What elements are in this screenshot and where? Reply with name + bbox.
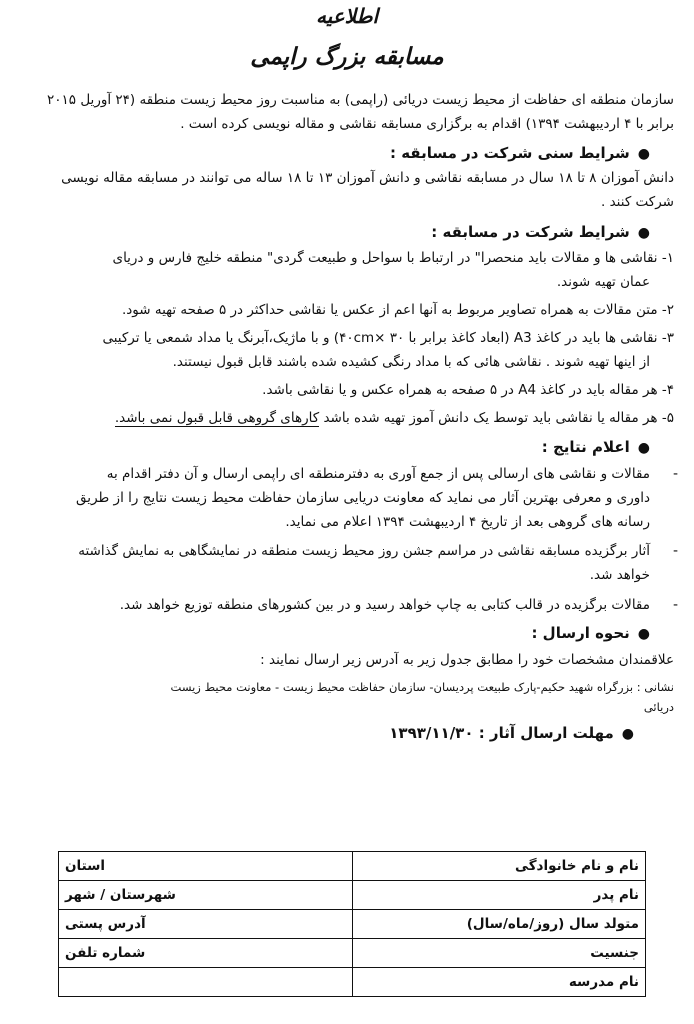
bullet-icon: ● [637, 225, 650, 241]
intro-line-1: سازمان منطقه ای حفاظت از محیط زیست دریائی (راپمی) به مناسبت روز محیط زیست منطقه (۲۴ آوریل ۲۰۱۵ [47, 92, 674, 108]
item-number: ۴- [661, 382, 674, 398]
heading-text: نحوه ارسال : [531, 624, 630, 642]
results-heading [542, 438, 650, 456]
intro-line-2: برابر با ۴ اردیبهشت ۱۳۹۴) اقدام به برگزاری مسابقه نقاشی و مقاله نویسی کرده است . [180, 116, 674, 132]
bullet-icon: ● [637, 440, 650, 456]
condition-2 [122, 302, 674, 318]
age-line-2: شرکت کنند . [601, 194, 674, 210]
item-number: ۵- [661, 410, 674, 426]
item-number: ۲- [661, 302, 674, 318]
table-row [59, 968, 646, 997]
age-conditions-heading [390, 144, 650, 162]
registration-form-table [58, 851, 646, 997]
dash-marker: - [672, 597, 678, 613]
item-text: هر مقاله یا نقاشی باید توسط یک دانش آموز تهیه شده باشد [323, 410, 658, 426]
table-row [59, 939, 646, 968]
result-3-line-1: مقالات برگزیده در قالب کتابی به چاپ خواهد رسید و در بین کشورهای منطقه توزیع خواهد شد. [119, 597, 650, 613]
participation-heading [431, 223, 650, 241]
form-label-school-name: نام مدرسه [352, 968, 646, 997]
condition-5 [115, 410, 674, 426]
table-row [59, 910, 646, 939]
item-text: نقاشی ها و مقالات باید منحصرا" در ارتباط با سواحل و طبیعت گردی" منطقه خلیج فارس و دریای [112, 250, 658, 266]
item-text: هر مقاله باید در کاغذ A4 در ۵ صفحه به همراه عکس و یا نقاشی باشد. [262, 382, 658, 398]
address-line-1: نشانی : بزرگراه شهید حکیم-پارک طبیعت پردیسان- سازمان حفاظت محیط زیست - معاونت محیط زیست [170, 680, 674, 694]
heading-text: شرایط شرکت در مسابقه : [431, 223, 630, 241]
address-line-2: دریائی [643, 700, 674, 714]
result-1-line-2: داوری و معرفی بهترین آثار می نماید که معاونت دریایی سازمان حفاظت محیط زیست نتایج را از طریق [76, 490, 650, 506]
heading-text: شرایط سنی شرکت در مسابقه : [389, 144, 630, 162]
form-label-city: شهرستان / شهر [59, 881, 353, 910]
item-text: نقاشی ها باید در کاغذ A3 (ابعاد کاغذ برابر با ۴۰cm× ۳۰) و با ماژیک،آبرنگ یا مداد شمعی یا ترکیبی [102, 330, 658, 346]
form-label-province: استان [59, 852, 353, 881]
item-number: ۳- [661, 330, 674, 346]
item-text: متن مقالات به همراه تصاویر مربوط به آنها اعم از عکس یا نقاشی حداکثر در ۵ صفحه تهیه شود. [121, 302, 658, 318]
form-label-father-name: نام پدر [352, 881, 646, 910]
form-label-phone: شماره تلفن [59, 939, 353, 968]
heading-text: اعلام نتایج : [541, 438, 630, 456]
result-1-line-1: مقالات و نقاشی های ارسالی پس از جمع آوری به دفترمنطقه ای راپمی ارسال و آن دفتر اقدام به [106, 466, 650, 482]
form-label-gender: جنسیت [352, 939, 646, 968]
table-row [59, 881, 646, 910]
dash-marker: - [672, 543, 678, 559]
condition-4 [262, 382, 674, 398]
condition-1-cont: عمان تهیه شوند. [556, 274, 650, 290]
table-row [59, 852, 646, 881]
result-1-line-3: رسانه های گروهی بعد از تاریخ ۴ اردیبهشت ۱۳۹۴ اعلام می نماید. [285, 514, 650, 530]
age-line-1: دانش آموزان ۸ تا ۱۸ سال در مسابقه نقاشی و دانش آموزان ۱۳ تا ۱۸ ساله می توانند در مسابقه مقاله نویسی [61, 170, 674, 186]
deadline [389, 724, 634, 742]
sending-heading [531, 624, 650, 642]
dash-marker: - [672, 466, 678, 482]
bullet-icon: ● [637, 146, 650, 162]
form-label-birth-date: متولد سال (روز/ماه/سال) [352, 910, 646, 939]
form-empty-cell [59, 968, 353, 997]
form-label-postal-address: آدرس پستی [59, 910, 353, 939]
underlined-text: کارهای گروهی قابل قبول نمی باشد. [114, 410, 320, 426]
item-number: ۱- [661, 250, 674, 266]
announcement-title: اطلاعیه [315, 4, 379, 28]
sending-instruction: علاقمندان مشخصات خود را مطابق جدول زیر به آدرس زیر ارسال نمایند : [260, 652, 674, 668]
bullet-icon: ● [621, 726, 634, 742]
condition-1 [113, 250, 675, 266]
bullet-icon: ● [637, 626, 650, 642]
result-2-line-1: آثار برگزیده مسابقه نقاشی در مراسم جشن روز محیط زیست منطقه در نمایشگاهی به نمایش گذاشته [78, 543, 650, 559]
condition-3 [102, 330, 674, 346]
condition-3-cont: از اینها تهیه شوند . نقاشی هائی که با مداد رنگی کشیده شده باشند قابل قبول نیستند. [172, 354, 650, 370]
result-2-line-2: خواهد شد. [589, 567, 650, 583]
competition-title: مسابقه بزرگ راپمی [250, 44, 444, 70]
deadline-text: مهلت ارسال آثار : ۱۳۹۳/۱۱/۳۰ [389, 724, 614, 742]
form-label-full-name: نام و نام خانوادگی [352, 852, 646, 881]
